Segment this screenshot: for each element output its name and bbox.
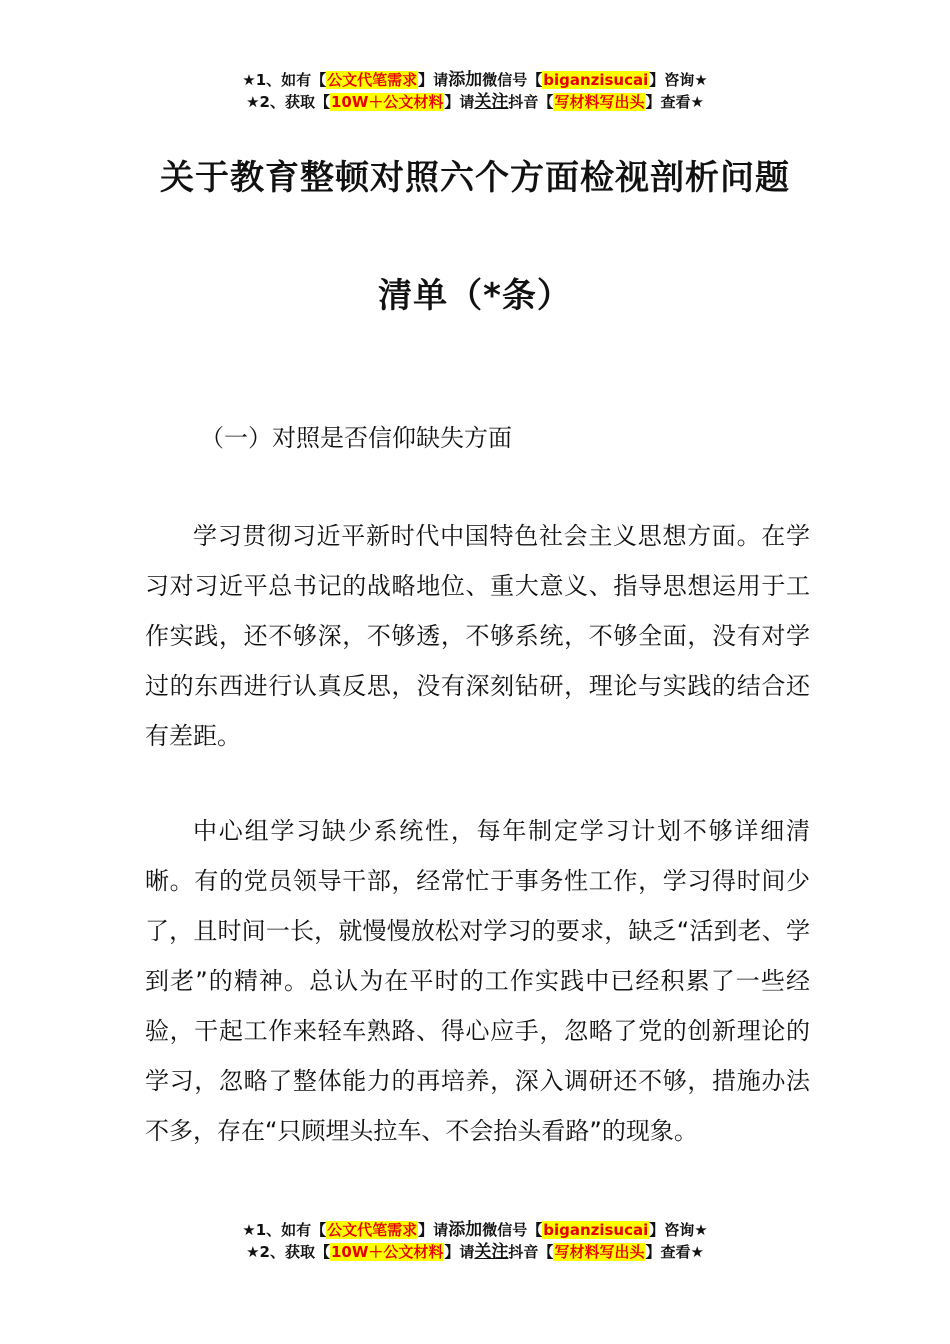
banner-text: 】请 [418, 71, 449, 89]
banner-text: 抖音【 [508, 1243, 554, 1261]
banner-emphasis: 关注 [474, 1242, 509, 1262]
banner-highlight: 公文代笔需求 [327, 1221, 418, 1239]
banner-highlight: 10W＋公文材料 [330, 93, 444, 111]
banner-text: ★2、获取【 [246, 1243, 330, 1261]
banner-line-2 [0, 1241, 950, 1263]
banner-highlight-wechat-id: biganzisucai [543, 71, 649, 89]
banner-text: 】请 [418, 1221, 449, 1239]
body-paragraph: 学习贯彻习近平新时代中国特色社会主义思想方面。在学习对习近平总书记的战略地位、重大意义、指导思想运用于工作实践，还不够深，不够透，不够系统，不够全面，没有对学过的东西进行认真反思，没有深刻钻研，理论与实践的结合还有差距。 [145, 522, 810, 750]
banner-text: 】查看★ [645, 93, 704, 111]
banner-line-1 [0, 69, 950, 91]
document-title-line-1: 关于教育整顿对照六个方面检视剖析问题 [160, 158, 790, 198]
banner-highlight-douyin-id: 写材料写出头 [554, 93, 645, 111]
banner-emphasis: 添加 [448, 70, 483, 90]
banner-text: 】请 [444, 1243, 475, 1261]
banner-text: 微信号【 [482, 71, 543, 89]
banner-highlight-douyin-id: 写材料写出头 [554, 1243, 645, 1261]
banner-highlight: 公文代笔需求 [327, 71, 418, 89]
banner-text: 微信号【 [482, 1221, 543, 1239]
footer-banner [0, 1219, 950, 1263]
banner-line-2 [0, 91, 950, 113]
banner-line-1 [0, 1219, 950, 1241]
banner-text: 】咨询★ [649, 1221, 708, 1239]
header-banner [0, 69, 950, 113]
banner-highlight: 10W＋公文材料 [330, 1243, 444, 1261]
banner-emphasis: 关注 [474, 92, 509, 112]
document-title-line-2: 清单（*条） [378, 276, 572, 316]
banner-text: ★2、获取【 [246, 93, 330, 111]
banner-text: ★1、如有【 [242, 71, 327, 89]
banner-highlight-wechat-id: biganzisucai [543, 1221, 649, 1239]
body-paragraph: 中心组学习缺少系统性，每年制定学习计划不够详细清晰。有的党员领导干部，经常忙于事务性工作，学习得时间少了，且时间一长，就慢慢放松对学习的要求，缺乏“活到老、学到老”的精神。总认为在平时的工作实践中已经积累了一些经验，干起工作来轻车熟路、得心应手，忽略了党的创新理论的学习，忽略了整体能力的再培养，深入调研还不够，措施办法不多，存在“只顾埋头拉车、不会抬头看路”的现象。 [145, 817, 810, 1145]
banner-text: ★1、如有【 [242, 1221, 327, 1239]
banner-text: 抖音【 [508, 93, 554, 111]
section-heading: （一）对照是否信仰缺失方面 [200, 424, 512, 452]
banner-text: 】请 [444, 93, 475, 111]
banner-text: 】咨询★ [649, 71, 708, 89]
banner-text: 】查看★ [645, 1243, 704, 1261]
banner-emphasis: 添加 [448, 1220, 483, 1240]
